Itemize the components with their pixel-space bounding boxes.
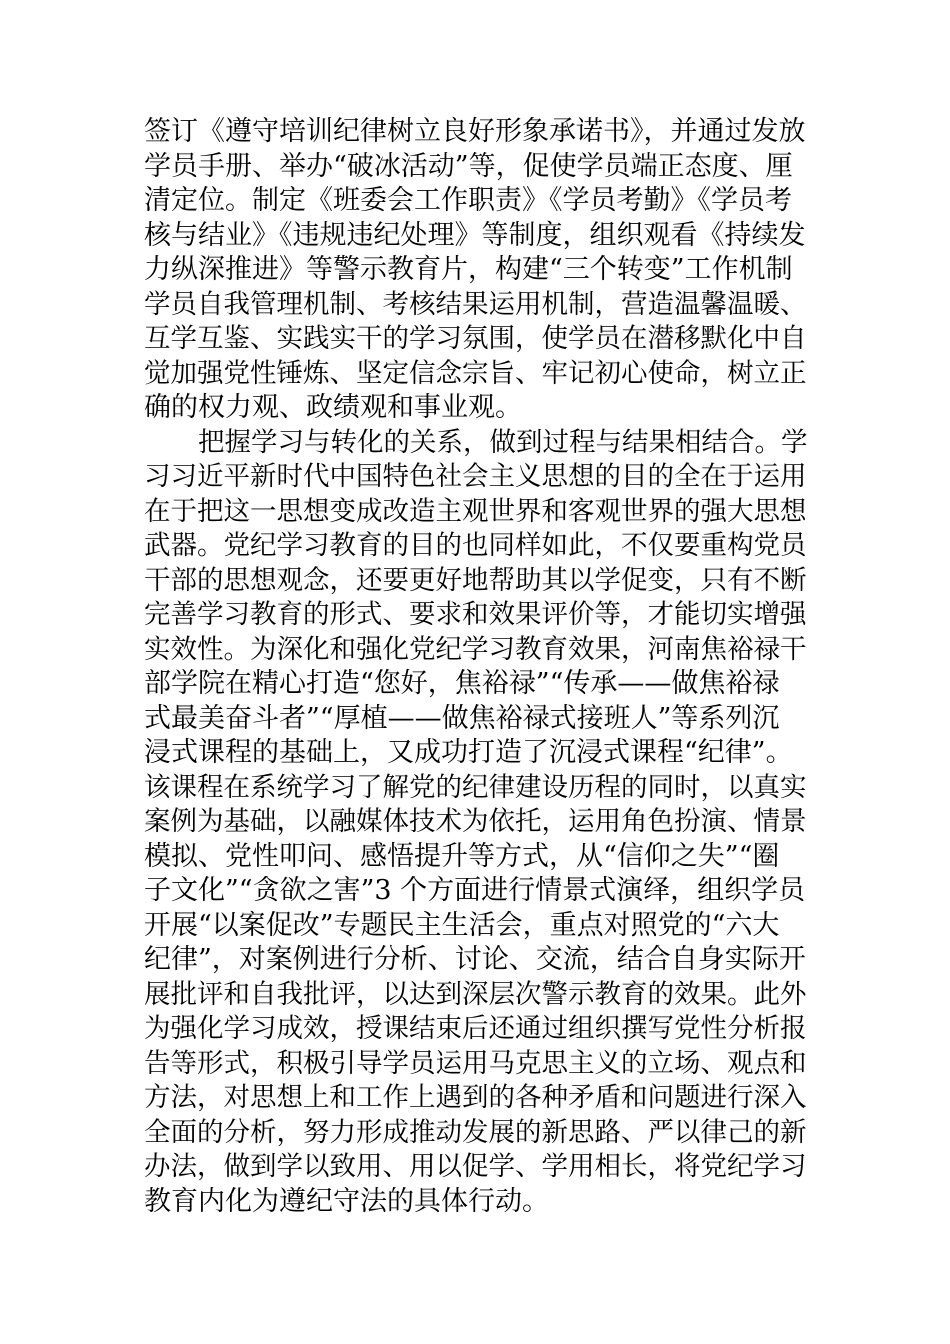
text-line: 浸式课程的基础上，又成功打造了沉浸式课程“纪律”。 <box>144 737 793 768</box>
text-line: 方法，对思想上和工作上遇到的各种矛盾和问题进行深入 <box>144 1082 807 1113</box>
text-line: 习习近平新时代中国特色社会主义思想的目的全在于运用 <box>144 461 807 492</box>
body-text <box>144 115 809 1219</box>
text-line: 力纵深推进》等警示教育片，构建“三个转变”工作机制 <box>144 254 793 285</box>
text-line: 告等形式，积极引导学员运用马克思主义的立场、观点和 <box>144 1047 807 1079</box>
text-line: 把握学习与转化的关系，做到过程与结果相结合。学 <box>198 426 808 458</box>
text-line: 核与结业》《违规违纪处理》等制度，组织观看《持续发 <box>144 219 806 251</box>
text-line: 案例为基础，以融媒体技术为依托，运用角色扮演、情景 <box>144 806 807 837</box>
text-line: 在于把这一思想变成改造主观世界和客观世界的强大思想 <box>144 495 807 527</box>
text-line: 武器。党纪学习教育的目的也同样如此，不仅要重构党员 <box>144 530 807 561</box>
text-line: 模拟、党性叩问、感悟提升等方式，从“信仰之失”“圈 <box>144 840 780 872</box>
text-line: 式最美奋斗者”“厚植——做焦裕禄式接班人”等系列沉 <box>144 702 780 734</box>
text-line: 子文化”“贪欲之害”3 个方面进行情景式演绎，组织学员 <box>144 875 806 906</box>
text-line: 教育内化为遵纪守法的具体行动。 <box>144 1185 549 1217</box>
text-line: 部学院在精心打造“您好，焦裕禄”“传承——做焦裕禄 <box>144 668 780 699</box>
text-line: 全面的分析，努力形成推动发展的新思路、严以律己的新 <box>144 1116 807 1148</box>
text-line: 实效性。为深化和强化党纪学习教育效果，河南焦裕禄干 <box>144 633 807 665</box>
text-line: 展批评和自我批评，以达到深层次警示教育的效果。此外 <box>144 978 807 1010</box>
text-line: 办法，做到学以致用、用以促学、学用相长，将党纪学习 <box>144 1151 807 1182</box>
text-line: 签订《遵守培训纪律树立良好形象承诺书》，并通过发放 <box>144 116 806 147</box>
text-line: 学员手册、举办“破冰活动”等，促使学员端正态度、厘 <box>144 150 793 182</box>
text-line: 觉加强党性锤炼、坚定信念宗旨、牢记初心使命，树立正 <box>144 357 807 389</box>
text-line: 该课程在系统学习了解党的纪律建设历程的同时，以真实 <box>144 771 807 803</box>
text-line: 纪律”，对案例进行分析、讨论、交流，结合自身实际开 <box>144 944 806 975</box>
text-line: 互学互鉴、实践实干的学习氛围，使学员在潜移默化中自 <box>144 323 807 354</box>
text-line: 确的权力观、政绩观和事业观。 <box>144 392 522 423</box>
text-line: 干部的思想观念，还要更好地帮助其以学促变，只有不断 <box>144 564 807 596</box>
text-line: 完善学习教育的形式、要求和效果评价等，才能切实增强 <box>144 599 807 630</box>
text-line: 清定位。制定《班委会工作职责》《学员考勤》《学员考 <box>144 185 792 216</box>
text-line: 学员自我管理机制、考核结果运用机制，营造温馨温暖、 <box>144 288 807 320</box>
text-line: 开展“以案促改”专题民主生活会，重点对照党的“六大 <box>144 909 780 941</box>
text-line: 为强化学习成效，授课结束后还通过组织撰写党性分析报 <box>144 1013 807 1044</box>
